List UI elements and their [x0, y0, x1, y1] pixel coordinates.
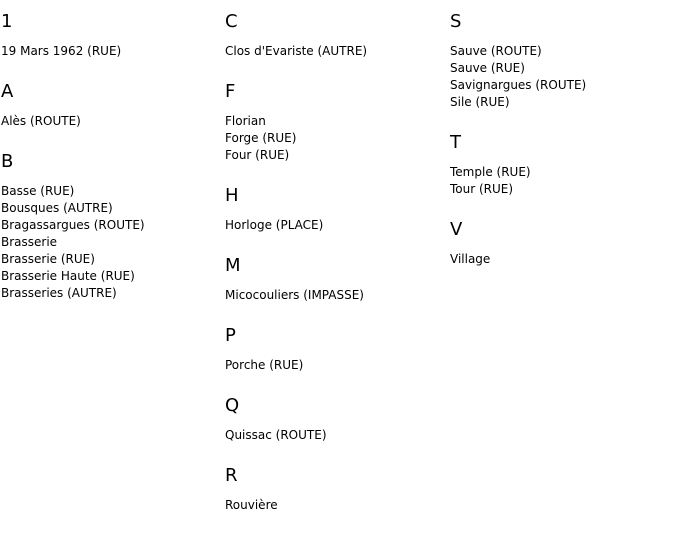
letter-heading: P	[225, 325, 236, 346]
street-list	[450, 153, 675, 208]
street-column-1	[1, 0, 226, 312]
street-list	[225, 486, 450, 524]
letter-group	[450, 121, 675, 208]
street-link[interactable]: Florian	[225, 114, 266, 128]
letter-heading: A	[1, 81, 14, 102]
letter-group	[450, 208, 675, 278]
letter-heading: H	[225, 185, 239, 206]
street-link[interactable]: Village	[450, 252, 491, 266]
street-link[interactable]: Sauve (RUE)	[450, 61, 525, 75]
letter-group	[225, 454, 450, 524]
street-link[interactable]: Tour (RUE)	[450, 182, 514, 196]
street-link[interactable]: Brasserie Haute (RUE)	[1, 269, 135, 283]
letter-group	[1, 70, 226, 140]
letter-heading: M	[225, 255, 241, 276]
street-column-3	[450, 0, 675, 278]
street-link[interactable]: Brasserie (RUE)	[1, 252, 95, 266]
letter-group	[225, 0, 450, 70]
letter-group	[225, 384, 450, 454]
street-link[interactable]: Forge (RUE)	[225, 131, 297, 145]
letter-group	[1, 0, 226, 70]
letter-heading: S	[450, 11, 462, 32]
letter-group	[225, 314, 450, 384]
letter-heading: C	[225, 11, 238, 32]
letter-heading: V	[450, 219, 463, 240]
letter-group	[450, 0, 675, 121]
street-link[interactable]: Brasseries (AUTRE)	[1, 286, 117, 300]
street-link[interactable]: Four (RUE)	[225, 148, 290, 162]
street-link[interactable]: Temple (RUE)	[450, 165, 531, 179]
street-link[interactable]: Savignargues (ROUTE)	[450, 78, 587, 92]
street-list	[450, 32, 675, 121]
street-list	[225, 32, 450, 70]
letter-heading: F	[225, 81, 236, 102]
street-link[interactable]: Porche (RUE)	[225, 358, 304, 372]
street-link[interactable]: 19 Mars 1962 (RUE)	[1, 44, 122, 58]
letter-group	[225, 174, 450, 244]
letter-heading: T	[450, 132, 461, 153]
street-link[interactable]: Quissac (ROUTE)	[225, 428, 327, 442]
street-link[interactable]: Horloge (PLACE)	[225, 218, 324, 232]
street-link[interactable]: Clos d'Evariste (AUTRE)	[225, 44, 368, 58]
street-link[interactable]: Basse (RUE)	[1, 184, 75, 198]
street-link[interactable]: Rouvière	[225, 498, 278, 512]
letter-heading: Q	[225, 395, 240, 416]
street-list	[225, 346, 450, 384]
letter-group	[225, 70, 450, 174]
letter-group	[1, 140, 226, 312]
street-list	[1, 172, 226, 312]
letter-group	[225, 244, 450, 314]
letter-heading: 1	[1, 11, 13, 32]
street-list	[1, 32, 226, 70]
street-list	[225, 416, 450, 454]
street-list	[450, 240, 675, 278]
street-link[interactable]: Alès (ROUTE)	[1, 114, 81, 128]
street-column-2	[225, 0, 450, 524]
street-list	[1, 102, 226, 140]
street-list	[225, 102, 450, 174]
letter-heading: B	[1, 151, 14, 172]
street-list	[225, 206, 450, 244]
street-list	[225, 276, 450, 314]
street-link[interactable]: Sauve (ROUTE)	[450, 44, 542, 58]
street-link[interactable]: Sile (RUE)	[450, 95, 510, 109]
street-link[interactable]: Bousques (AUTRE)	[1, 201, 113, 215]
letter-heading: R	[225, 465, 238, 486]
street-link[interactable]: Micocouliers (IMPASSE)	[225, 288, 364, 302]
street-link[interactable]: Bragassargues (ROUTE)	[1, 218, 145, 232]
street-link[interactable]: Brasserie	[1, 235, 58, 249]
